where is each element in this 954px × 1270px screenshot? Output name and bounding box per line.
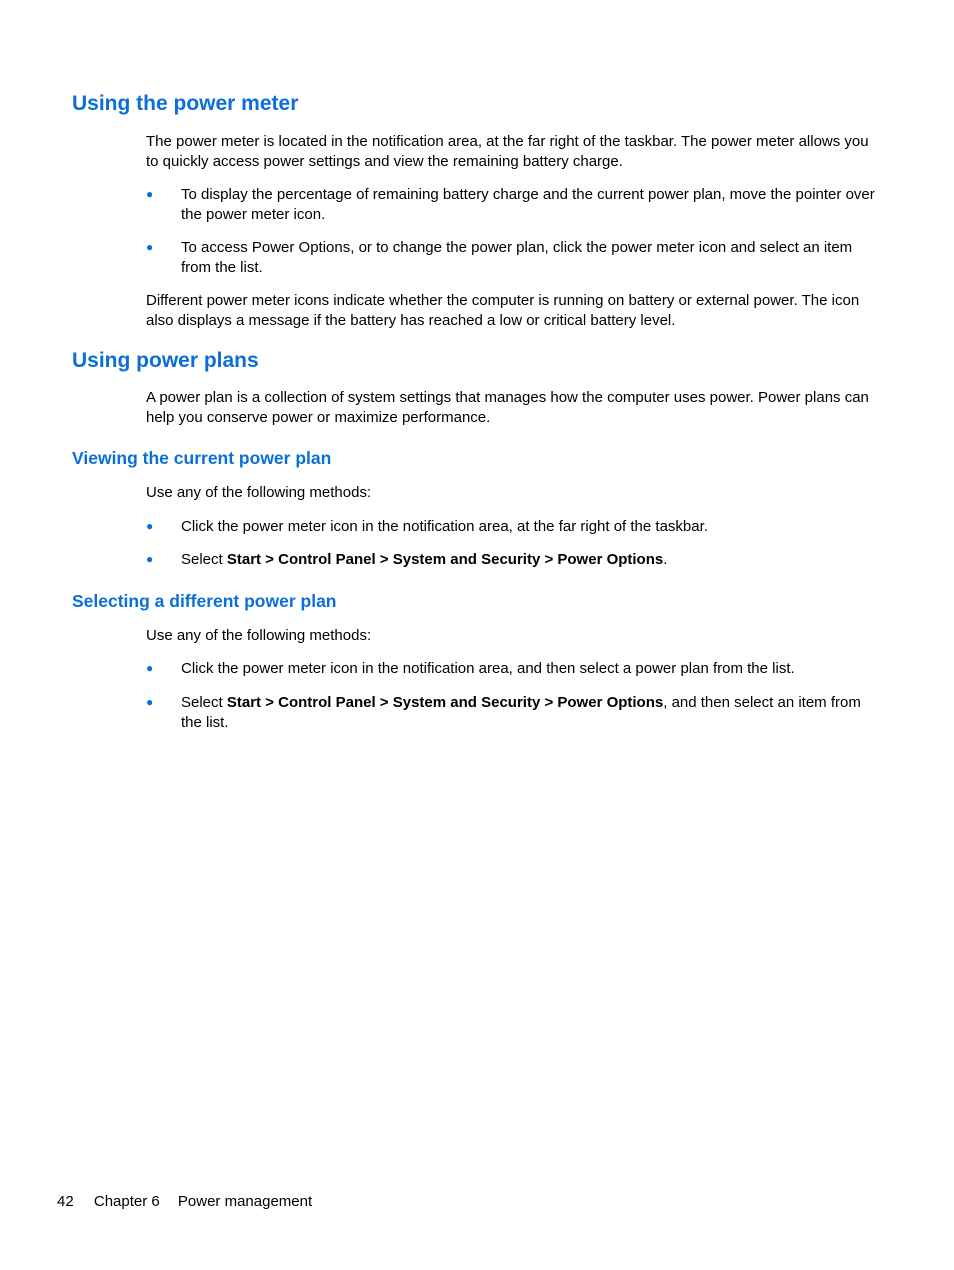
list-item-text (181, 693, 876, 732)
power-meter-outro: Different power meter icons indicate whether the computer is running on battery or external power. The icon also displays a message if the battery has reached a low or critical battery level. (146, 292, 860, 329)
heading-using-power-plans: Using power plans (72, 349, 259, 372)
list-item-text: Click the power meter icon in the notification area, and then select a power plan from the list. (181, 660, 795, 677)
page-number: 42 (57, 1193, 74, 1210)
heading-viewing-current-plan: Viewing the current power plan (72, 448, 332, 468)
menu-path: Start > Control Panel > System and Security > Power Options (226, 551, 664, 568)
bullet-icon: ● (146, 552, 154, 566)
heading-using-power-meter: Using the power meter (72, 92, 299, 115)
bullet-icon: ● (146, 695, 154, 709)
chapter-title: Power management (177, 1193, 313, 1210)
list-item-text (181, 550, 876, 570)
selecting-intro: Use any of the following methods: (146, 627, 372, 644)
page-footer (57, 1192, 312, 1211)
power-plans-intro: A power plan is a collection of system settings that manages how the computer uses power. Power plans can help you conserve power or maximize performance. (146, 389, 869, 426)
heading-selecting-different-plan: Selecting a different power plan (72, 591, 337, 611)
text-prefix: Select (181, 551, 227, 568)
list-item-text: To access Power Options, or to change the power plan, click the power meter icon and select an item from the list. (181, 239, 853, 276)
bullet-icon: ● (146, 240, 154, 254)
text-suffix: , and then select an item from the list. (181, 694, 861, 731)
chapter-label: Chapter 6 (93, 1193, 160, 1210)
text-prefix: Select (181, 694, 227, 711)
viewing-intro: Use any of the following methods: (146, 484, 372, 501)
list-item-text: To display the percentage of remaining battery charge and the current power plan, move the pointer over the power meter icon. (181, 186, 875, 223)
bullet-icon: ● (146, 519, 154, 533)
menu-path: Start > Control Panel > System and Security > Power Options (226, 694, 664, 711)
bullet-icon: ● (146, 187, 154, 201)
text-suffix: . (663, 551, 668, 568)
power-meter-intro: The power meter is located in the notification area, at the far right of the taskbar. The power meter allows you to quickly access power settings and view the remaining battery charge. (146, 133, 869, 170)
list-item-text: Click the power meter icon in the notification area, at the far right of the taskbar. (181, 518, 708, 535)
bullet-icon: ● (146, 661, 154, 675)
